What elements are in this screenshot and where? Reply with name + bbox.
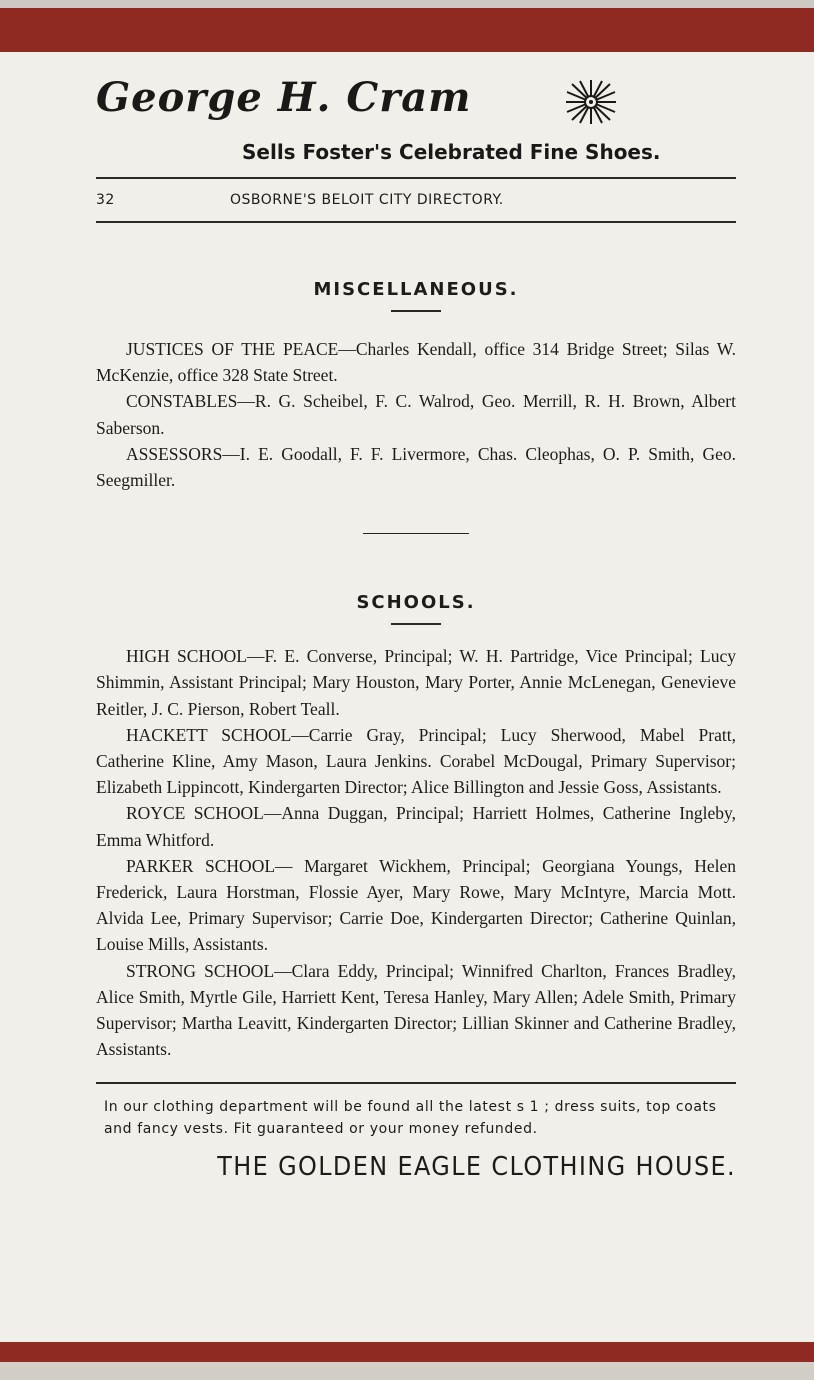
footer-advertisement [96, 1082, 736, 1182]
section-divider [363, 533, 469, 534]
cover-edge-top [0, 8, 814, 52]
hackett-school-entry: HACKETT SCHOOL—Carrie Gray, Principal; Lucy Sherwood, Mabel Pratt, Catherine Kline, Amy Mason, Laura Jenkins. Corabel McDougal, Primary Supervisor; Elizabeth Lippincott, Kindergarten Director; Alice Billington and Jessie Goss, Assistants. [96, 724, 736, 798]
parker-school-entry: PARKER SCHOOL— Margaret Wickhem, Principal; Georgiana Youngs, Helen Frederick, Laura Horstman, Flossie Ayer, Mary Rowe, Mary McIntyre, Marcia Mott. Alvida Lee, Primary Supervisor; Carrie Doe, Kindergarten Director; Catherine Quinlan, Louise Mills, Assistants. [96, 855, 736, 955]
schools-section [96, 592, 736, 1062]
section-heading-schools: SCHOOLS. [356, 592, 476, 614]
footer-advertiser-name: THE GOLDEN EAGLE CLOTHING HOUSE. [217, 1152, 736, 1183]
section-heading-miscellaneous: MISCELLANEOUS. [313, 279, 519, 300]
advertiser-name: George H. Cram [96, 74, 472, 121]
high-school-entry: HIGH SCHOOL—F. E. Converse, Principal; W. H. Partridge, Vice Principal; Lucy Shimmin, Assistant Principal; Mary Houston, Mary Porter, Annie McLenegan, Genevieve Reitler, J. C. Pierson, Robert Teall. [96, 646, 736, 719]
footer-rule [96, 1082, 736, 1084]
directory-title: OSBORNE'S BELOIT CITY DIRECTORY. [230, 192, 504, 208]
heading-underline [391, 310, 441, 312]
page-number: 32 [96, 192, 115, 208]
scan-bottom-edge [0, 1362, 814, 1380]
directory-page [0, 52, 814, 1342]
header-rule-bottom [96, 221, 736, 223]
justices-entry: JUSTICES OF THE PEACE—Charles Kendall, office 314 Bridge Street; Silas W. McKenzie, office 328 State Street. [96, 339, 736, 386]
scan-top-edge [0, 0, 814, 8]
cover-edge-bottom [0, 1342, 814, 1362]
strong-school-entry: STRONG SCHOOL—Clara Eddy, Principal; Winnifred Charlton, Frances Bradley, Alice Smith, Myrtle Gile, Harriett Kent, Teresa Hanley, Mary Allen; Adele Smith, Primary Supervisor; Martha Leavitt, Kindergarten Director; Lillian Skinner and Catherine Bradley, Assistants. [96, 960, 736, 1060]
page-content [96, 52, 736, 1182]
sunburst-ornament-icon [562, 78, 620, 126]
header-advertisement [96, 52, 736, 177]
advertiser-tagline: Sells Foster's Celebrated Fine Shoes. [242, 140, 661, 164]
heading-underline [391, 623, 441, 625]
running-head [96, 179, 736, 221]
constables-entry: CONSTABLES—R. G. Scheibel, F. C. Walrod, Geo. Merrill, R. H. Brown, Albert Saberson. [96, 391, 736, 438]
footer-ad-text: In our clothing department will be found all the latest s 1 ; dress suits, top coats and fancy vests. Fit guaranteed or your money refunded. [104, 1099, 717, 1138]
miscellaneous-section [96, 279, 736, 493]
assessors-entry: ASSESSORS—I. E. Goodall, F. F. Livermore, Chas. Cleophas, O. P. Smith, Geo. Seegmiller. [96, 443, 736, 491]
royce-school-entry: ROYCE SCHOOL—Anna Duggan, Principal; Harriett Holmes, Catherine Ingleby, Emma Whitford. [96, 803, 736, 850]
